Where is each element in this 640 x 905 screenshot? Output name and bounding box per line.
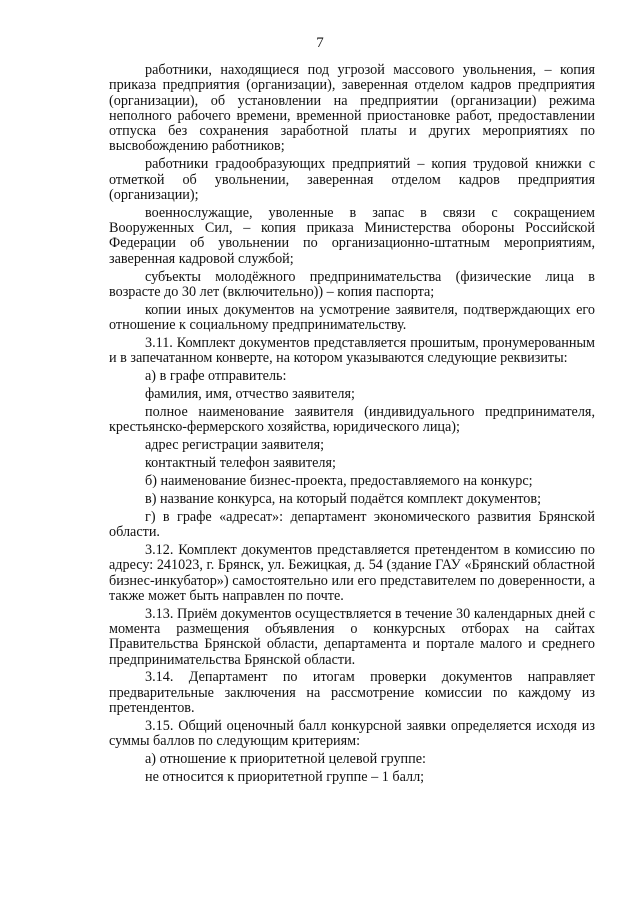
paragraph: работники, находящиеся под угрозой массового увольнения, – копия приказа предприятия (организации), заверенная отделом кадров предприятия (организации), об установлении на предприятии (организации) режима неполного рабочего времени, временной приостановке работ, предоставлении отпуска без сохранения заработной платы и других мероприятиях по высвобождению работников; xyxy=(109,62,595,155)
paragraph: г) в графе «адресат»: департамент экономического развития Брянской области. xyxy=(109,508,595,541)
paragraph: б) наименование бизнес-проекта, предоставляемого на конкурс; xyxy=(145,472,533,489)
paragraph: в) название конкурса, на который подаётся комплект документов; xyxy=(145,490,542,507)
paragraph: фамилия, имя, отчество заявителя; xyxy=(145,386,355,403)
paragraph: не относится к приоритетной группе – 1 балл; xyxy=(145,769,425,786)
page-number: 7 xyxy=(316,35,324,51)
paragraph: 3.14. Департамент по итогам проверки документов направляет предварительные заключения на рассмотрение комиссии по каждому из претендентов. xyxy=(109,669,595,717)
paragraph: контактный телефон заявителя; xyxy=(145,455,336,472)
document-body xyxy=(109,63,595,785)
paragraph: а) отношение к приоритетной целевой группе: xyxy=(145,751,426,768)
paragraph: военнослужащие, уволенные в запас в связи с сокращением Вооруженных Сил, – копия приказа Министерства обороны Российской Федерации об увольнении по организационно-штатным мероприятиям, заверенная кадровой службой; xyxy=(109,204,595,267)
paragraph: 3.12. Комплект документов представляется претендентом в комиссию по адресу: 241023, г. Брянск, ул. Бежицкая, д. 54 (здание ГАУ «Брянский областной бизнес-инкубатор») самостоятельно или его представителем по доверенности, а также может быть направлен по почте. xyxy=(109,541,595,604)
paragraph: полное наименование заявителя (индивидуального предпринимателя, крестьянско-фермерского хозяйства, юридического лица); xyxy=(109,403,595,436)
paragraph: адрес регистрации заявителя; xyxy=(145,437,325,454)
paragraph: 3.13. Приём документов осуществляется в течение 30 календарных дней с момента размещения объявления о конкурсных отборах на сайтах Правительства Брянской области, департамента и портале малого и среднего предпринимательства Брянской области. xyxy=(109,605,595,668)
paragraph: 3.15. Общий оценочный балл конкурсной заявки определяется исходя из суммы баллов по следующим критериям: xyxy=(109,717,595,750)
paragraph: а) в графе отправитель: xyxy=(145,368,287,385)
paragraph: работники градообразующих предприятий – копия трудовой книжки с отметкой об увольнении, заверенная отделом кадров предприятия (организации); xyxy=(109,156,595,203)
paragraph: 3.11. Комплект документов представляется прошитым, пронумерованным и в запечатанном конверте, на котором указываются следующие реквизиты: xyxy=(109,335,595,367)
paragraph: копии иных документов на усмотрение заявителя, подтверждающих его отношение к социальному предпринимательству. xyxy=(109,301,595,334)
paragraph: субъекты молодёжного предпринимательства (физические лица в возрасте до 30 лет (включительно)) – копия паспорта; xyxy=(109,268,595,300)
